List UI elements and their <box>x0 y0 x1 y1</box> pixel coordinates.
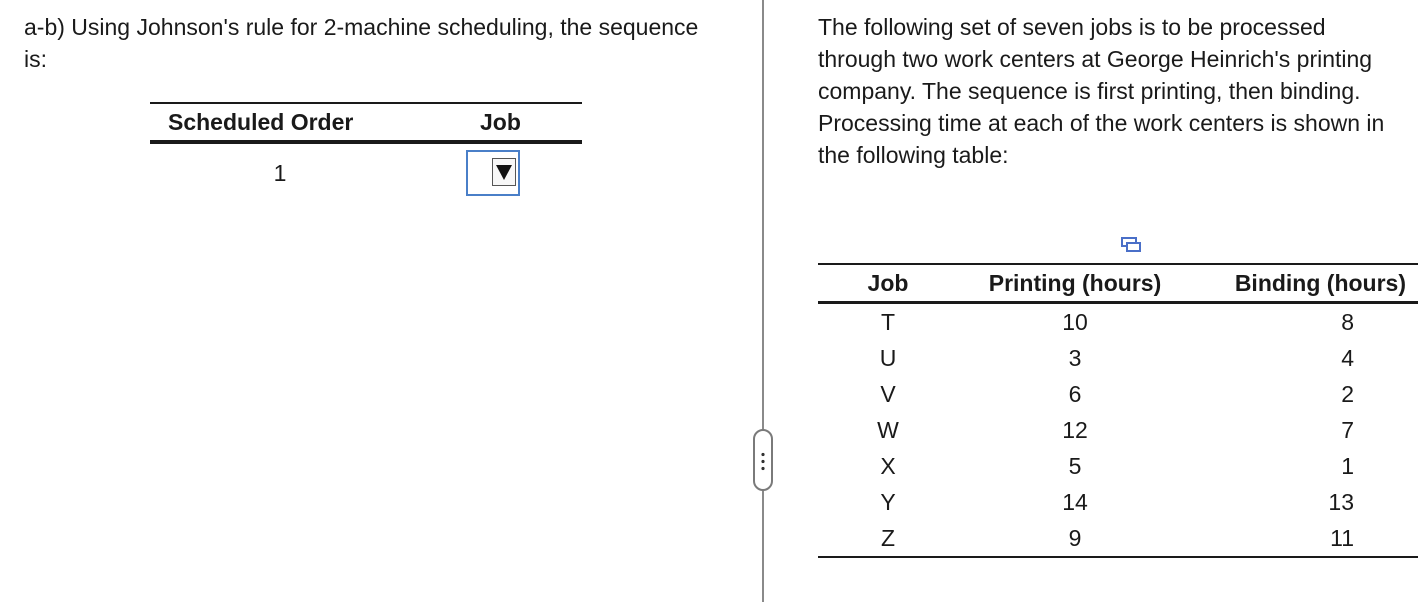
printing-cell: 6 <box>1068 380 1082 407</box>
table-row <box>818 520 1418 557</box>
printing-cell: 14 <box>1062 488 1088 515</box>
scheduled-order-cell: 1 <box>273 159 287 186</box>
problem-pane <box>764 0 1418 602</box>
printing-cell: 5 <box>1068 452 1082 479</box>
binding-cell: 13 <box>1328 488 1354 515</box>
table-row <box>150 142 582 202</box>
printing-cell: 9 <box>958 520 1192 557</box>
question-text: a-b) Using Johnson's rule for 2-machine scheduling, the sequence is: <box>24 14 699 72</box>
job-cell: W <box>877 416 899 443</box>
answer-table-header <box>150 103 582 142</box>
table-row <box>818 448 1418 484</box>
copy-table-icon[interactable] <box>1120 236 1142 254</box>
job-cell: U <box>879 344 897 371</box>
answer-table <box>150 102 582 202</box>
binding-cell: 8 <box>1341 308 1354 335</box>
header-scheduled-order: Scheduled Order <box>150 103 458 142</box>
table-row <box>818 340 1418 376</box>
printing-cell: 3 <box>1068 344 1082 371</box>
job-cell <box>458 142 582 202</box>
header-job: Job <box>458 103 582 142</box>
job-cell: Z <box>818 520 958 557</box>
header-printing: Printing (hours) <box>958 264 1192 303</box>
job-cell: T <box>880 308 896 335</box>
job-cell: Y <box>880 488 896 515</box>
job-cell: X <box>880 452 896 479</box>
problem-text: The following set of seven jobs is to be processed through two work centers at George Heinrich's printing company. The sequence is first printing, then binding. Processing time at each of the work centers is shown in the following table: <box>818 14 1385 168</box>
job-cell: V <box>880 380 896 407</box>
table-row <box>818 303 1418 341</box>
processing-time-table <box>818 263 1418 558</box>
chevron-down-icon[interactable] <box>492 158 516 186</box>
table-row <box>818 484 1418 520</box>
binding-cell: 7 <box>1341 416 1354 443</box>
header-job: Job <box>818 264 958 303</box>
printing-cell: 12 <box>1062 416 1088 443</box>
binding-cell: 4 <box>1341 344 1354 371</box>
binding-cell: 11 <box>1192 520 1418 557</box>
binding-cell: 1 <box>1341 452 1354 479</box>
job-select-dropdown[interactable] <box>466 150 520 196</box>
table-row <box>818 412 1418 448</box>
header-binding: Binding (hours) <box>1192 264 1418 303</box>
printing-cell: 10 <box>1062 308 1088 335</box>
processing-table-header <box>818 264 1418 303</box>
table-row <box>818 376 1418 412</box>
binding-cell: 2 <box>1341 380 1354 407</box>
